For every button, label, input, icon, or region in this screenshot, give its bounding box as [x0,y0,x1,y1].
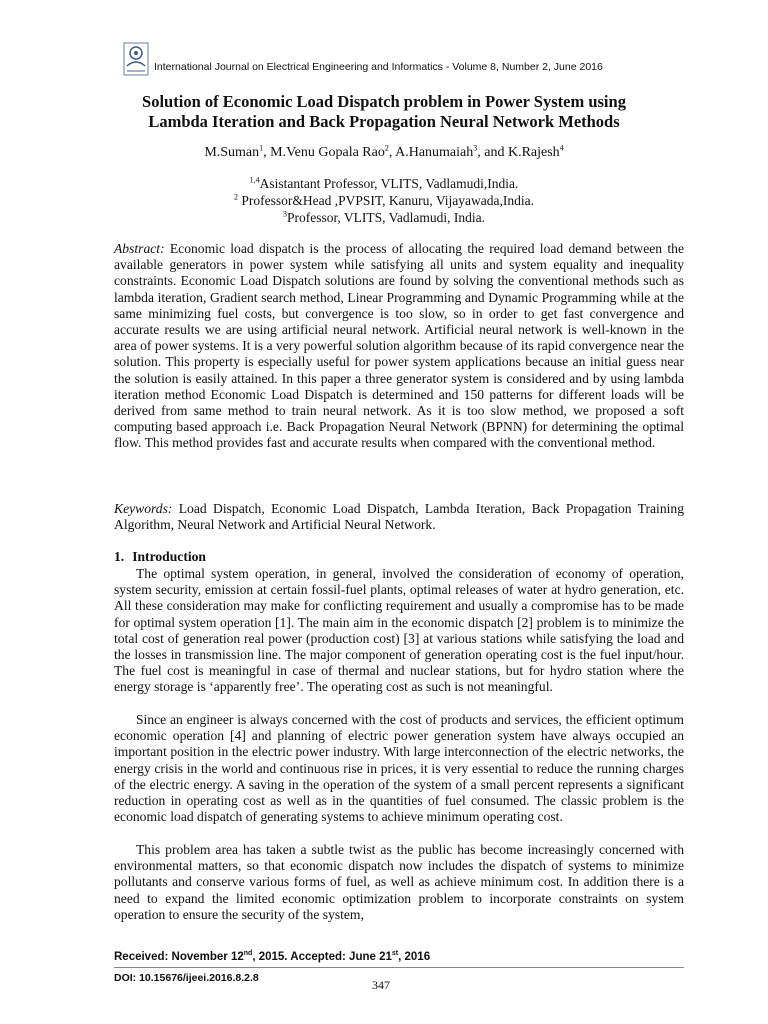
journal-logo-icon [123,42,149,76]
affiliation-sup: 3 [282,209,287,219]
author-list [90,145,678,161]
paragraph-2: Since an engineer is always concerned with the cost of products and services, the efficient optimum economic operation [4] and planning of electric power generation system have always occupied an important position in the electric power industry. With large interconnection of the electric networks, the energy crisis in the world and continuous rise in prices, it is very essential to reduce the running charges of the electric energy. A saving in the operation of the system of a small percent represents a significant reduction in operating cost as well as in the quantities of fuel consumed. The classic problem is the economic load dispatch of generating systems to achieve minimum operating cost. [114,712,684,825]
author-sup: 2 [384,143,389,153]
affiliation-text: Asistantant Professor, VLITS, Vadlamudi,India. [259,176,519,191]
accepted-year: , 2016 [398,951,431,963]
author-name: M.Suman [204,145,260,160]
footer-divider [114,967,684,968]
abstract-text: Economic load dispatch is the process of allocating the required load demand between the available generators in power system while satisfying all units and system equality and inequality constraints. Economic Load Dispatch solutions are found by solving the conventional methods such as lambda iteration, Gradient search method, Linear Programming and Dynamic Programming while at the same minimizing fuel costs, but convergence is too slow, so in order to get fast convergence and accurate results we are using artificial neural network. Artificial neural network is well-known in the area of power systems. It is a very powerful solution algorithm because of its rapid convergence near the solution. This property is especially useful for power system applications because an initial guess near the solution is easily attained. In this paper a three generator system is considered and by using lambda iteration method Economic Load Dispatch is determined and 150 patterns for different loads will be derived from same method to train neural network. As it is too slow method, we proposed a soft computing based approach i.e. Back Propagation Neural Network (BPNN) for determining the optimal flow. This method provides fast and accurate results when compared with the conventional method. [114,241,684,451]
affiliation-sup: 2 [233,192,238,202]
author-separator: , and [477,145,508,160]
section-heading [114,549,206,565]
author-name: M.Venu Gopala Rao [270,145,385,160]
received-sup: nd [243,950,253,958]
paragraph-1-text: The optimal system operation, in general, involved the consideration of economy of operation, system security, emission at certain fossil-fuel plants, optimal releases of water at hydro generation, etc. All these consideration may make for conflicting requirement and usually a compromise has to be made for optimal system operation [1]. The main aim in the economic dispatch [2] problem is to minimize the total cost of generation real power (production cost) [3] at various stations while satisfying the load and the losses in transmission line. The major component of generation operating cost is the fuel input/hour. The fuel cost is meaningful in case of thermal and nuclear stations, but for hydro station where the energy [114,566,684,695]
accepted-sup: st [391,950,399,958]
paper-title [90,92,678,132]
affiliation-text: Professor, VLITS, Vadlamudi, India. [286,210,486,225]
affiliation-text: Professor&Head ,PVPSIT, Kanuru, Vijayawada,India. [237,193,534,208]
author-name: A.Hanumaiah [395,145,474,160]
title-line-1: Solution of Economic Load Dispatch problem in Power System using [142,92,626,111]
paragraph-1 [114,566,684,696]
affiliation-line [90,209,678,226]
received-dates [114,951,430,963]
abstract [114,241,684,452]
paragraph-3: This problem area has taken a subtle twist as the public has become increasingly concerned with environmental matters, so that economic dispatch now includes the dispatch of systems to minimize pollutants and conserve various forms of fuel, as well as achieve minimum cost. In addition there is a need to expand the limited economic optimization problem to incorporate constraints on system operation to ensure the security of the system, [114,842,684,922]
page-number: 347 [372,978,390,992]
doi: DOI: 10.15676/ijeei.2016.8.2.8 [114,972,259,984]
author-separator: , [388,145,396,160]
affiliation-line [90,175,678,192]
affiliation-line [90,192,678,209]
author-sup: 3 [473,143,478,153]
section-title: Introduction [132,549,206,564]
keywords-text: Load Dispatch, Economic Load Dispatch, Lambda Iteration, Back Propagation Training Algorithm, Neural Network and Artificial Neural Network. [114,501,684,533]
journal-header: International Journal on Electrical Engineering and Informatics - Volume 8, Number 2, June 2016 [154,61,603,73]
section-number: 1. [114,549,125,564]
keywords-label: Keywords: [114,501,173,516]
paragraph-1-tail: storage is ‘apparently free’. The operating cost as such is not meaningful. [154,679,553,695]
author-separator: , [263,145,271,160]
author-sup: 4 [559,143,564,153]
accepted-text: , 2015. Accepted: June 21 [252,951,392,963]
affiliation-sup: 1,4 [249,175,260,185]
author-name: K.Rajesh [507,145,560,160]
abstract-label: Abstract: [114,241,165,256]
author-sup: 1 [259,143,264,153]
keywords [114,501,684,533]
received-text: Received: November 12 [114,951,244,963]
title-line-2: Lambda Iteration and Back Propagation Neural Network Methods [148,112,620,131]
affiliations [90,175,678,226]
